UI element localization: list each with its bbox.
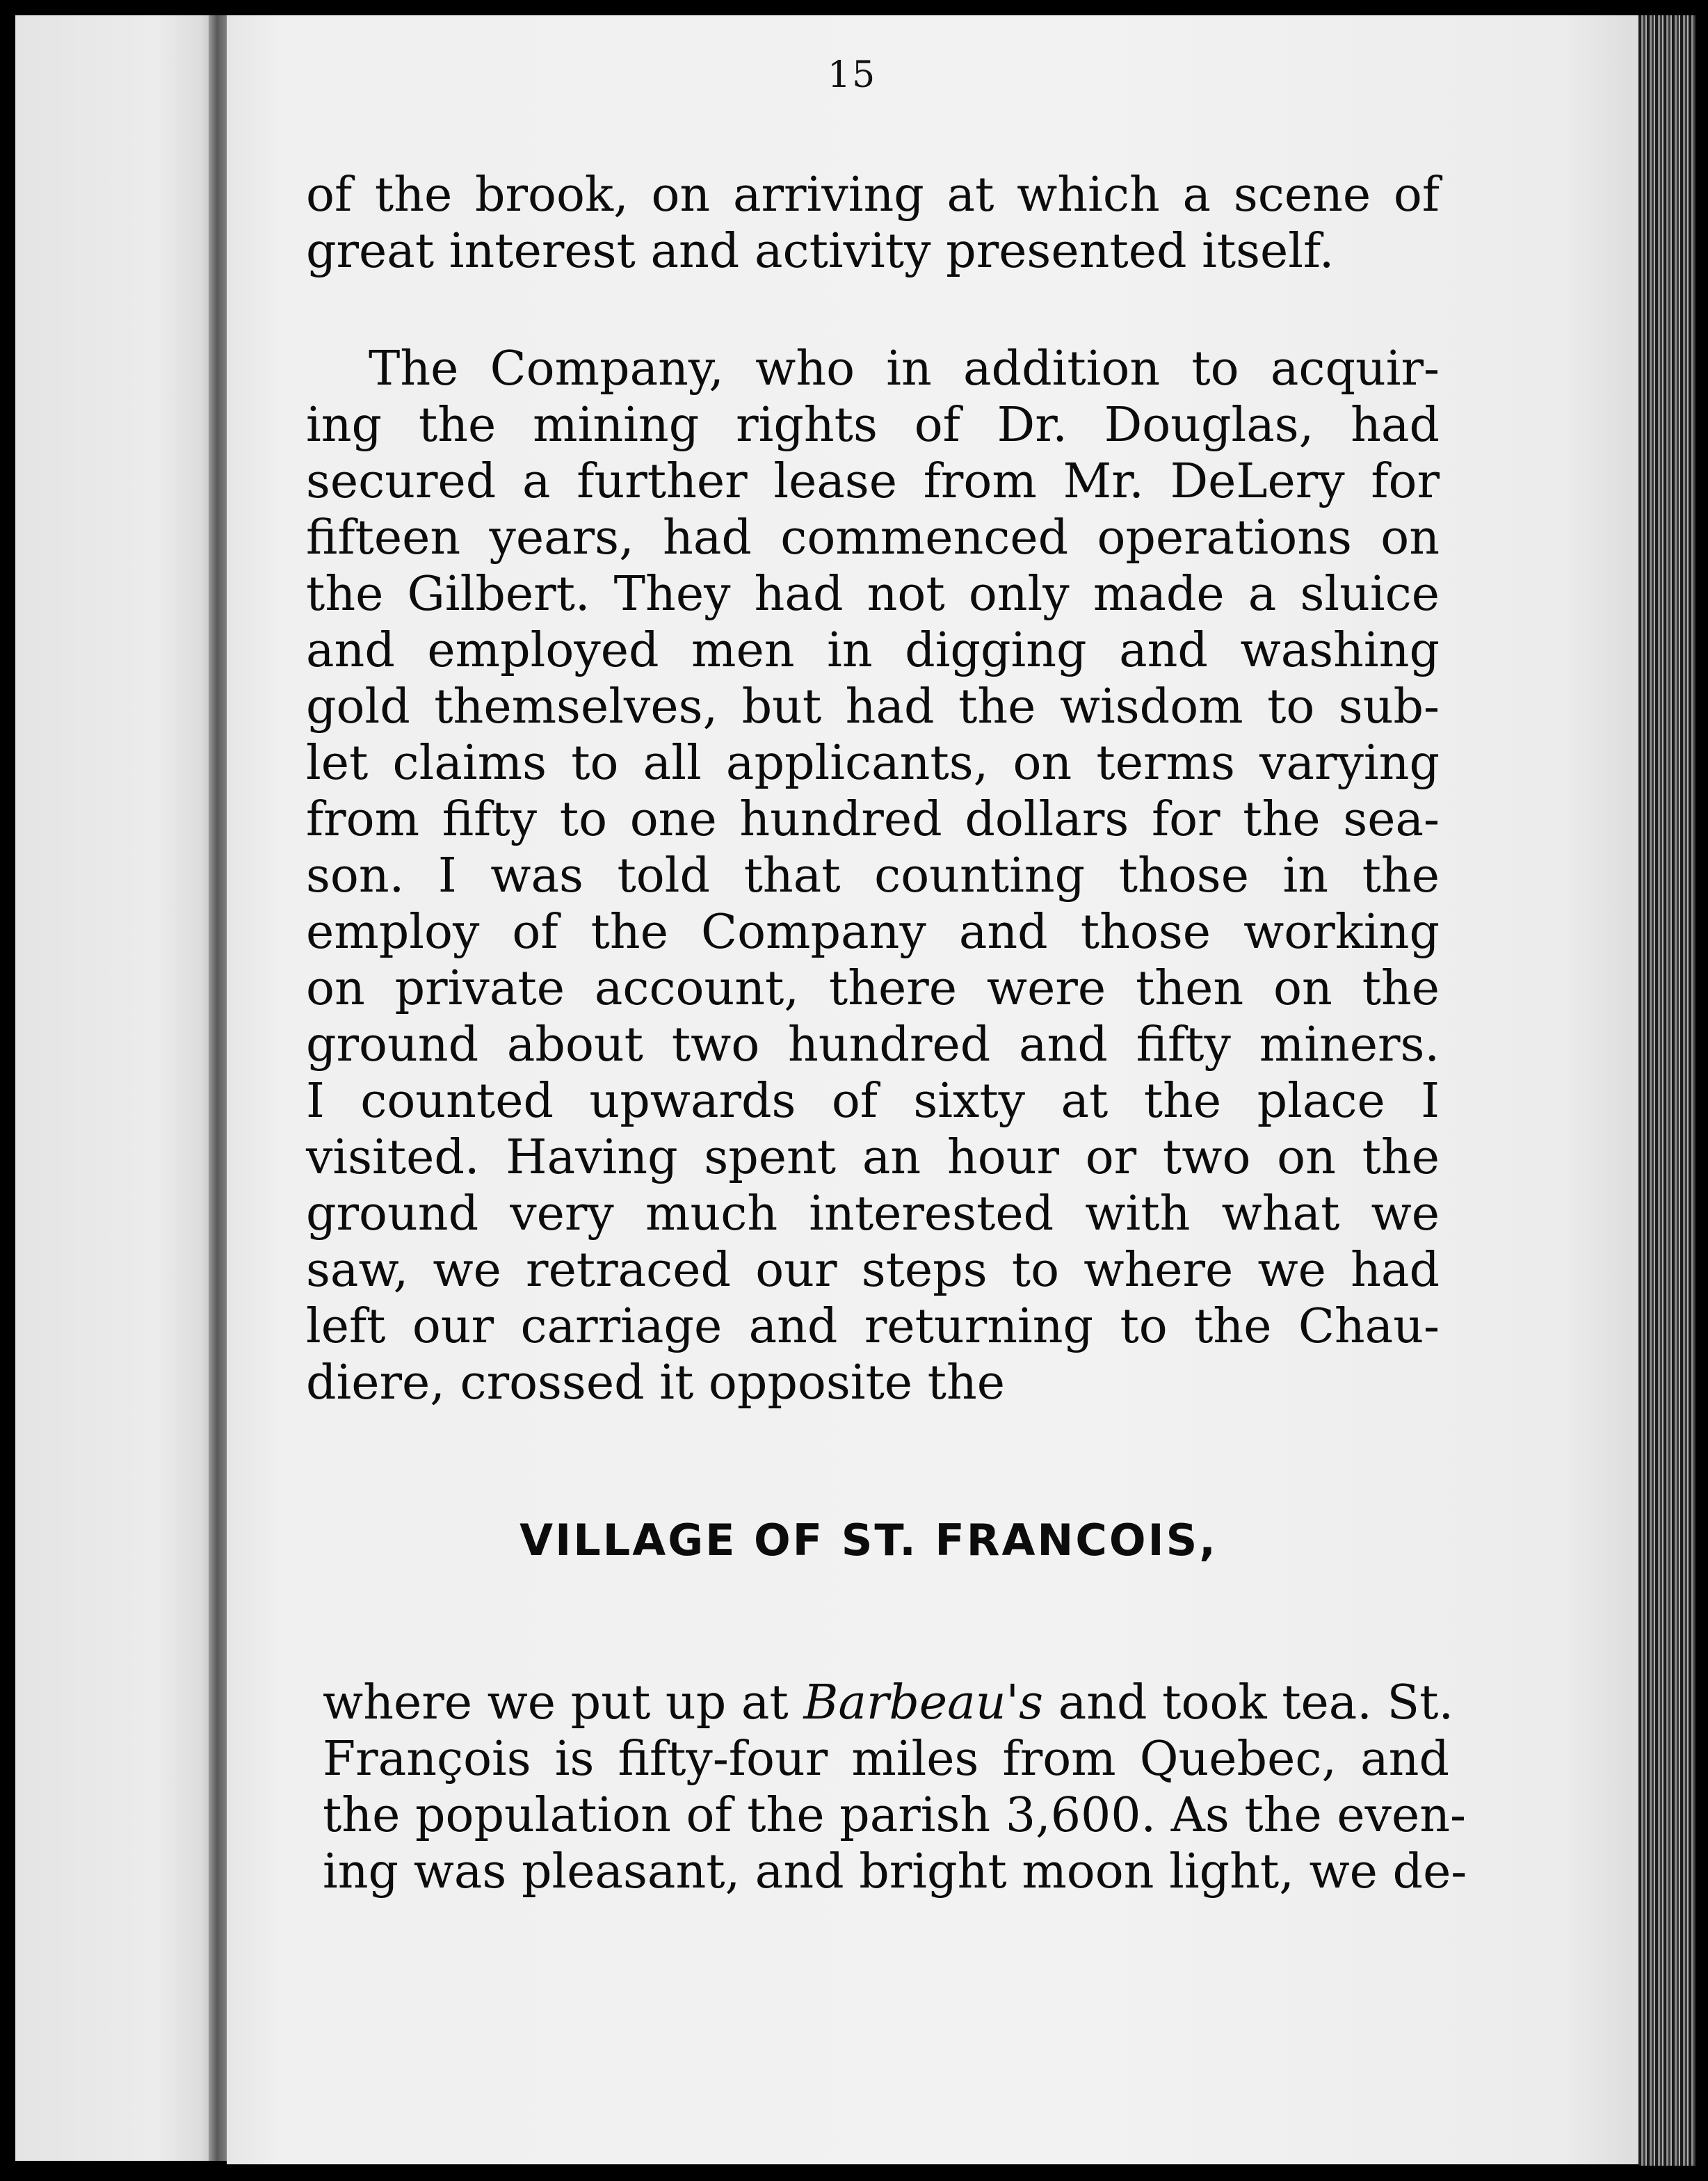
text-run: where we put up at bbox=[323, 1675, 804, 1730]
text-line: of the brook, on arriving at which a scene of bbox=[306, 168, 1440, 223]
text-line: son. I was told that counting those in the bbox=[306, 848, 1440, 903]
page-edges bbox=[1638, 15, 1695, 2166]
text-line: employ of the Company and those working bbox=[306, 905, 1440, 960]
text-line: the population of the parish 3,600. As the even- bbox=[323, 1788, 1466, 1843]
text-line: I counted upwards of sixty at the place I bbox=[306, 1074, 1440, 1129]
text-line: left our carriage and returning to the Chau- bbox=[306, 1299, 1440, 1354]
text-line: François is fifty-four miles from Quebec, and bbox=[323, 1732, 1449, 1787]
text-line: fifteen years, had commenced operations on bbox=[306, 510, 1440, 565]
text-line: the Gilbert. They had not only made a sluice bbox=[306, 567, 1440, 622]
paragraph-2 bbox=[306, 341, 1440, 1411]
text-line: gold themselves, but had the wisdom to sub- bbox=[306, 679, 1440, 734]
section-heading: VILLAGE OF ST. FRANCOIS, bbox=[519, 1515, 1218, 1566]
text-line: ing was pleasant, and bright moon light, we de- bbox=[323, 1844, 1467, 1899]
text-line bbox=[323, 1675, 1454, 1731]
text-run: and took tea. St. bbox=[1043, 1675, 1454, 1730]
text-line: great interest and activity presented itself. bbox=[306, 224, 1335, 279]
paragraph-3 bbox=[323, 1675, 1467, 1900]
text-line: ing the mining rights of Dr. Douglas, had bbox=[306, 398, 1440, 453]
text-line: diere, crossed it opposite the bbox=[306, 1355, 1006, 1410]
text-line: ground very much interested with what we bbox=[306, 1186, 1440, 1241]
text-line: saw, we retraced our steps to where we had bbox=[306, 1243, 1440, 1298]
paragraph-1 bbox=[306, 167, 1440, 280]
text-line: secured a further lease from Mr. DeLery for bbox=[306, 454, 1440, 509]
text-line: let claims to all applicants, on terms varying bbox=[306, 736, 1440, 791]
text-line: ground about two hundred and fifty miners. bbox=[306, 1017, 1440, 1072]
italic-name: Barbeau's bbox=[803, 1675, 1044, 1730]
page-number: 15 bbox=[828, 54, 877, 96]
text-line: The Company, who in addition to acquir- bbox=[369, 341, 1440, 396]
text-line: and employed men in digging and washing bbox=[306, 623, 1440, 678]
text-line: from fifty to one hundred dollars for the sea- bbox=[306, 792, 1440, 847]
text-line: visited. Having spent an hour or two on the bbox=[306, 1130, 1440, 1185]
text-line: on private account, there were then on the bbox=[306, 961, 1440, 1016]
facing-page bbox=[15, 15, 217, 2161]
